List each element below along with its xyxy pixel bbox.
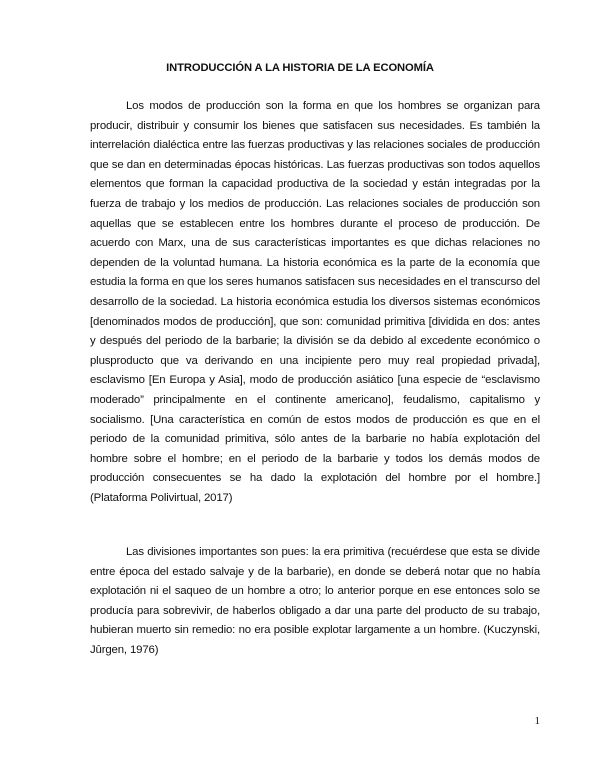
- paragraph-2: Las divisiones importantes son pues: la era primitiva (recuérdese que esta se divide entre época del estado salvaje y de la barbarie), en donde se deberá notar que no había explotación ni el saqueo de un hombre a otro; lo anterior porque en ese entonces solo se producía para sobrevivir, de haberlos obligado a dar una parte del producto de su trabajo, hubieran muerto sin remedio: no era posible explotar largamente a un hombre. (Kuczynski, Jûrgen, 1976): [90, 546, 540, 656]
- page-title: INTRODUCCIÓN A LA HISTORIA DE LA ECONOMÍA: [166, 62, 434, 74]
- page-number: 1: [534, 715, 540, 727]
- paragraph-1: Los modos de producción son la forma en que los hombres se organizan para producir, distribuir y consumir los bienes que satisfacen sus necesidades. Es también la interrelación dialéctica entre las fuerzas productivas y las relaciones sociales de producción que se dan en determinadas épocas históricas. Las fuerzas productivas son todos aquellos elementos que forman la capacidad productiva de la sociedad y están integradas por la fuerza de trabajo y los medios de producción. Las relaciones sociales de producción son aquellas que se establecen entre los hombres durante el proceso de producción. De acuerdo con Marx, una de sus características importantes es que dichas relaciones no dependen de la voluntad humana. La historia económica es la parte de la economía que estudia la forma en que los seres humanos satisfacen sus necesidades en el transcurso del desarrollo de la sociedad. La historia económica estudia los diversos sistemas económicos [denominados modos de producción], que son: comunidad primitiva [dividida en dos: antes y después del periodo de la barbarie; la división se da debido al excedente económico o plusproducto que va derivando en una incipiente pero muy real propiedad privada], esclavismo [En Europa y Asia], modo de producción asiático [una especie de “esclavismo moderado” principalmente en el continente americano], feudalismo, capitalismo y socialismo. [Una característica en común de estos modos de producción es que en el periodo de la comunidad primitiva, sólo antes de la barbarie no había explotación del hombre sobre el hombre; en el periodo de la barbarie y todos los demás modos de producción consecuentes se ha dado la explotación del hombre por el hombre.] (Plataforma Polivirtual, 2017): [90, 100, 540, 504]
